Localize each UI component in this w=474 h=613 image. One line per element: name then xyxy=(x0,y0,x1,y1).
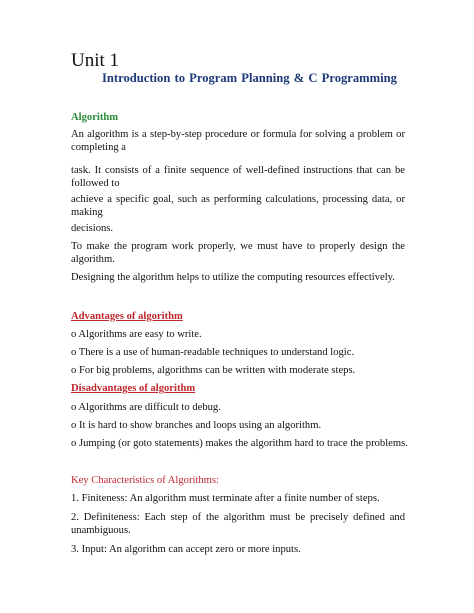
advantage-item: o For big problems, algorithms can be written with moderate steps. xyxy=(71,365,356,376)
disadvantage-item: o Jumping (or goto statements) makes the algorithm hard to trace the problems. xyxy=(71,438,408,449)
algorithm-heading: Algorithm xyxy=(71,112,119,123)
disadvantage-item: o It is hard to show branches and loops using an algorithm. xyxy=(71,420,322,431)
disadvantage-item: o Algorithms are difficult to debug. xyxy=(71,402,221,413)
characteristics-heading: Key Characteristics of Algorithms: xyxy=(71,475,219,486)
algorithm-paragraph: To make the program work properly, we must have to properly design the algorithm. xyxy=(71,241,405,266)
algorithm-paragraph: task. It consists of a finite sequence of well-defined instructions that can be followed to xyxy=(71,165,405,190)
characteristic-item: 1. Finiteness: An algorithm must terminate after a finite number of steps. xyxy=(71,493,380,504)
advantage-item: o Algorithms are easy to write. xyxy=(71,329,202,340)
advantages-heading: Advantages of algorithm xyxy=(71,311,183,322)
document-subtitle: Introduction to Program Planning & C Programming xyxy=(102,71,397,85)
algorithm-paragraph: achieve a specific goal, such as performing calculations, processing data, or making xyxy=(71,194,405,219)
characteristic-item: 3. Input: An algorithm can accept zero or more inputs. xyxy=(71,544,301,555)
characteristic-item: 2. Definiteness: Each step of the algorithm must be precisely defined and unambiguous. xyxy=(71,512,405,537)
disadvantages-heading: Disadvantages of algorithm xyxy=(71,383,196,394)
unit-title: Unit 1 xyxy=(71,50,120,71)
algorithm-paragraph: decisions. xyxy=(71,223,114,234)
advantage-item: o There is a use of human-readable techniques to understand logic. xyxy=(71,347,355,358)
algorithm-paragraph: An algorithm is a step-by-step procedure or formula for solving a problem or completing a xyxy=(71,129,405,154)
algorithm-paragraph: Designing the algorithm helps to utilize the computing resources effectively. xyxy=(71,272,395,283)
